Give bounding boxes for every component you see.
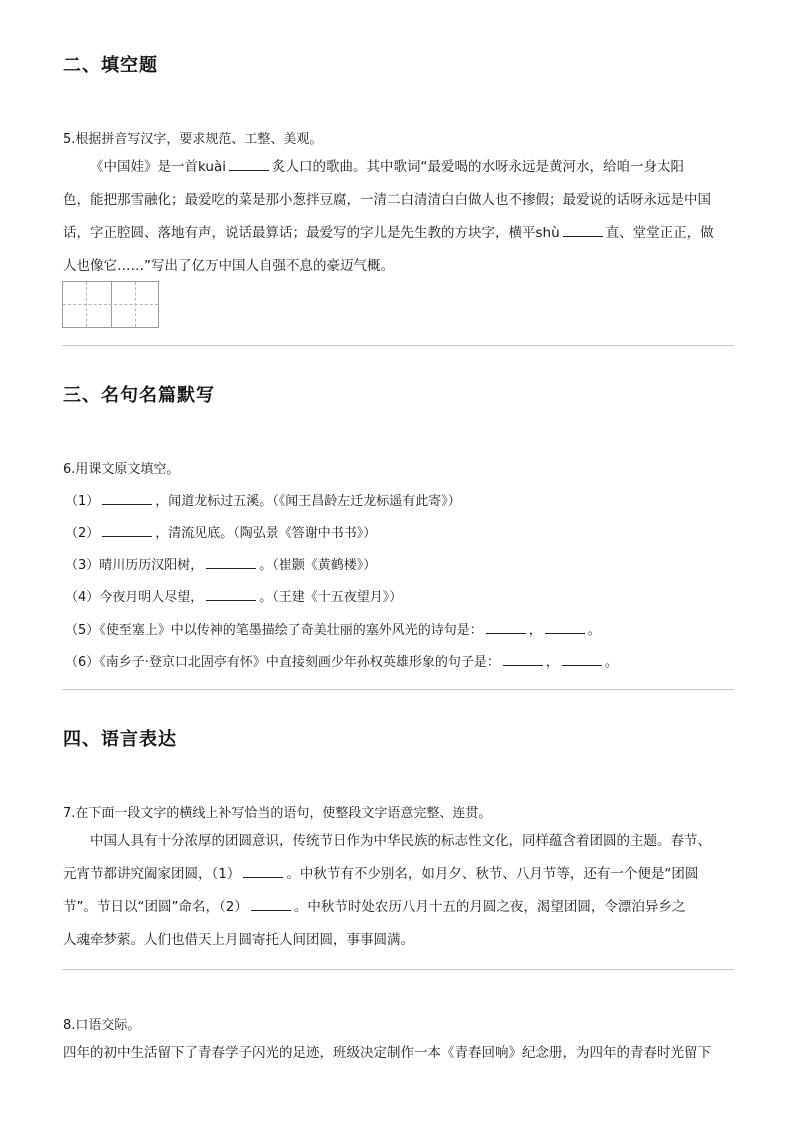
answer-blank[interactable] (206, 556, 256, 569)
item-text: （5）《使至塞上》中以传神的笔墨描绘了奇美壮丽的塞外风光的诗句是： (65, 623, 483, 638)
item-number: （2） (65, 526, 100, 541)
q7-text: 。中秋节时处农历八月十五的月圆之夜，渴望团圆，令漂泊异乡之 (293, 899, 686, 915)
answer-blank[interactable] (545, 621, 585, 634)
question-5-title: 5.根据拼音写汉字，要求规范、工整、美观。 (63, 132, 323, 147)
answer-blank[interactable] (206, 588, 256, 601)
grid-guide-vertical (135, 282, 136, 327)
question-7-line-4: 人魂牵梦萦。人们也借天上月圆寄托人间团圆，事事圆满。 (63, 932, 414, 948)
answer-blank[interactable] (563, 224, 603, 237)
answer-blank[interactable] (503, 653, 543, 666)
question-6-item-5 (65, 619, 601, 638)
item-text: 。 (587, 623, 601, 638)
section-title-language-expression: 四、语言表达 (63, 729, 177, 750)
section-divider (62, 689, 734, 690)
item-text: ，清流见底。（陶弘景《答谢中书书》） (155, 526, 377, 541)
question-7-line-2 (63, 858, 698, 891)
writing-grid[interactable] (62, 281, 159, 328)
q5-text: 炙人口的歌曲。其中歌词“最爱喝的水呀永远是黄河水，给咱一身太阳 (271, 159, 684, 175)
item-text: ， (545, 655, 559, 670)
question-5-line-3 (63, 217, 714, 250)
answer-blank[interactable] (102, 492, 152, 505)
q7-text: 。中秋节有不少别名，如月夕、秋节、八月节等，还有一个便是“团圆 (286, 866, 699, 882)
grid-guide-vertical (86, 282, 87, 327)
question-6-item-4 (65, 586, 402, 605)
q5-text: 直、堂堂正正，做 (605, 225, 714, 241)
q7-text: 元宵节都讲究阖家团圆，（1） (63, 866, 241, 882)
question-7-line-1: 中国人具有十分浓厚的团圆意识，传统节日作为中华民族的标志性文化，同样蕴含着团圆的主题。春节、 (90, 833, 711, 849)
question-7-line-3 (63, 891, 685, 924)
question-5-line-1 (90, 151, 684, 184)
item-text: 。（王建《十五夜望月》） (259, 590, 403, 605)
answer-blank[interactable] (562, 653, 602, 666)
question-6-item-3 (65, 554, 376, 573)
q7-text: 节”。节日以“团圆”命名，（2） (63, 899, 248, 915)
item-text: （4）今夜月明人尽望， (65, 590, 204, 605)
question-6-title: 6.用课文原文填空。 (63, 462, 180, 477)
section-title-recitation: 三、名句名篇默写 (63, 385, 215, 406)
item-text: （6）《南乡子·登京口北固亭有怀》中直接刻画少年孙权英雄形象的句子是： (65, 655, 500, 670)
question-7-title: 7.在下面一段文字的横线上补写恰当的语句，使整段文字语意完整、连贯。 (63, 806, 492, 821)
section-divider (62, 345, 734, 346)
q5-text: 《中国娃》是一首kuài (90, 159, 226, 175)
item-text: 。 (604, 655, 618, 670)
section-divider (62, 969, 734, 970)
grid-guide-horizontal (63, 304, 158, 305)
question-6-item-6 (65, 651, 618, 670)
question-8-title: 8.口语交际。 (63, 1018, 141, 1033)
question-5-line-2: 色，能把那雪融化；最爱吃的菜是那小葱拌豆腐，一清二白清清白白做人也不掺假；最爱说的话呀永远是中国 (63, 192, 711, 208)
item-text: ，闻道龙标过五溪。（《闻王昌龄左迁龙标遥有此寄》） (155, 494, 461, 509)
answer-blank[interactable] (102, 524, 152, 537)
question-5-line-4: 人也像它……”写出了亿万中国人自强不息的豪迈气概。 (63, 258, 394, 274)
question-8-line-1: 四年的初中生活留下了青春学子闪光的足迹，班级决定制作一本《青春回响》纪念册，为四年的青春时光留下 (63, 1045, 711, 1061)
answer-blank[interactable] (229, 158, 269, 171)
item-text: ， (528, 623, 542, 638)
section-title-fill-in: 二、填空题 (63, 55, 158, 76)
question-6-item-1 (65, 490, 461, 509)
answer-blank[interactable] (486, 621, 526, 634)
question-6-item-2 (65, 522, 376, 541)
answer-blank[interactable] (251, 898, 291, 911)
answer-blank[interactable] (243, 865, 283, 878)
item-number: （1） (65, 494, 100, 509)
item-text: 。（崔颢《黄鹤楼》） (259, 558, 377, 573)
item-text: （3）晴川历历汉阳树， (65, 558, 204, 573)
q5-text: 话，字正腔圆、落地有声，说话最算话；最爱写的字儿是先生教的方块字，横平shù (63, 225, 560, 241)
